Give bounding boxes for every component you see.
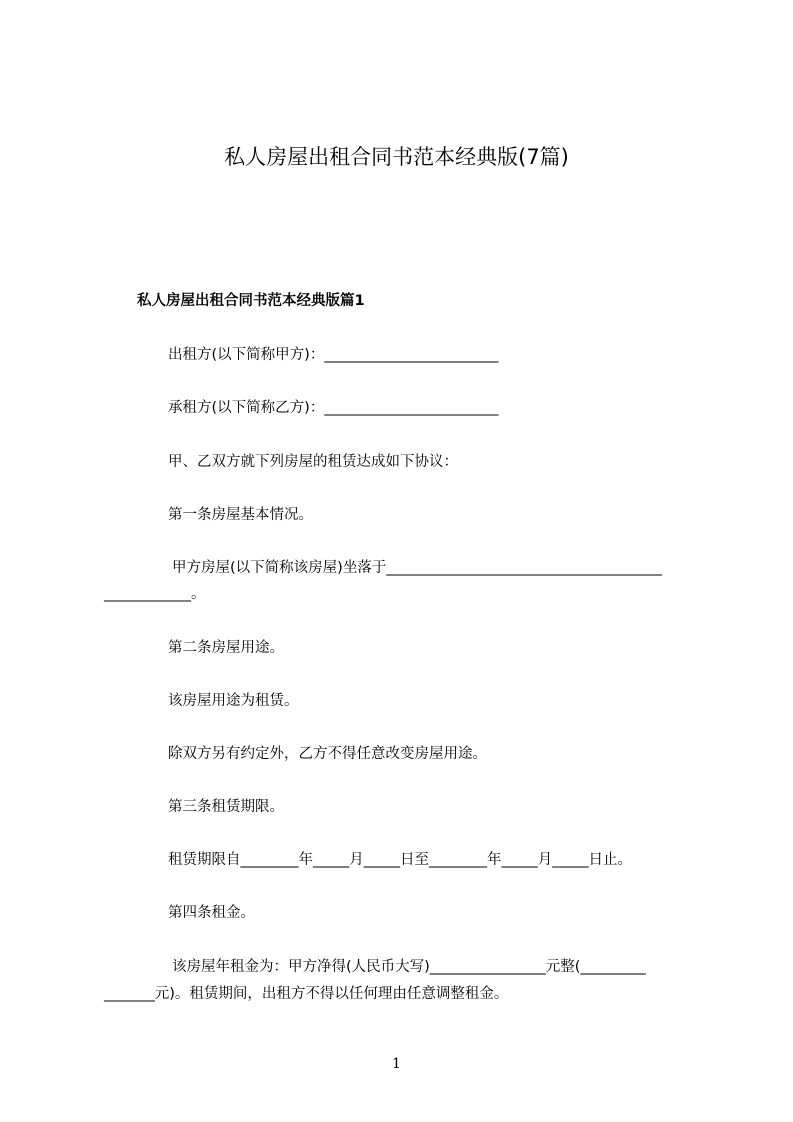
lessee-line: 承租方(以下简称乙方)：________________________: [168, 400, 499, 416]
property-location-continuation: ____________。: [104, 586, 206, 602]
article-2-heading: 第二条房屋用途。: [168, 640, 284, 656]
rent-continuation: _______元)。租赁期间，出租方不得以任何理由任意调整租金。: [104, 986, 509, 1002]
article-3-heading: 第三条租赁期限。: [168, 799, 284, 815]
agreement-intro: 甲、乙双方就下列房屋的租赁达成如下协议：: [168, 454, 458, 470]
document-title: 私人房屋出租合同书范本经典版(7篇): [224, 145, 569, 169]
article-4-heading: 第四条租金。: [168, 905, 255, 921]
rent-line: 该房屋年租金为：甲方净得(人民币大写)________________元整(_________: [172, 959, 646, 975]
property-use-line: 该房屋用途为租赁。: [168, 693, 299, 709]
article-1-heading: 第一条房屋基本情况。: [168, 507, 313, 523]
lease-term-line: 租赁期限自________年_____月_____日至________年_____月_____日止。: [168, 852, 632, 868]
property-location-line: 甲方房屋(以下简称该房屋)坐落于______________________________________: [172, 560, 662, 576]
use-restriction-line: 除双方另有约定外，乙方不得任意改变房屋用途。: [168, 746, 487, 762]
lessor-line: 出租方(以下简称甲方)：________________________: [168, 347, 499, 363]
page-number: 1: [392, 1056, 401, 1072]
section-heading: 私人房屋出租合同书范本经典版篇1: [137, 293, 365, 309]
